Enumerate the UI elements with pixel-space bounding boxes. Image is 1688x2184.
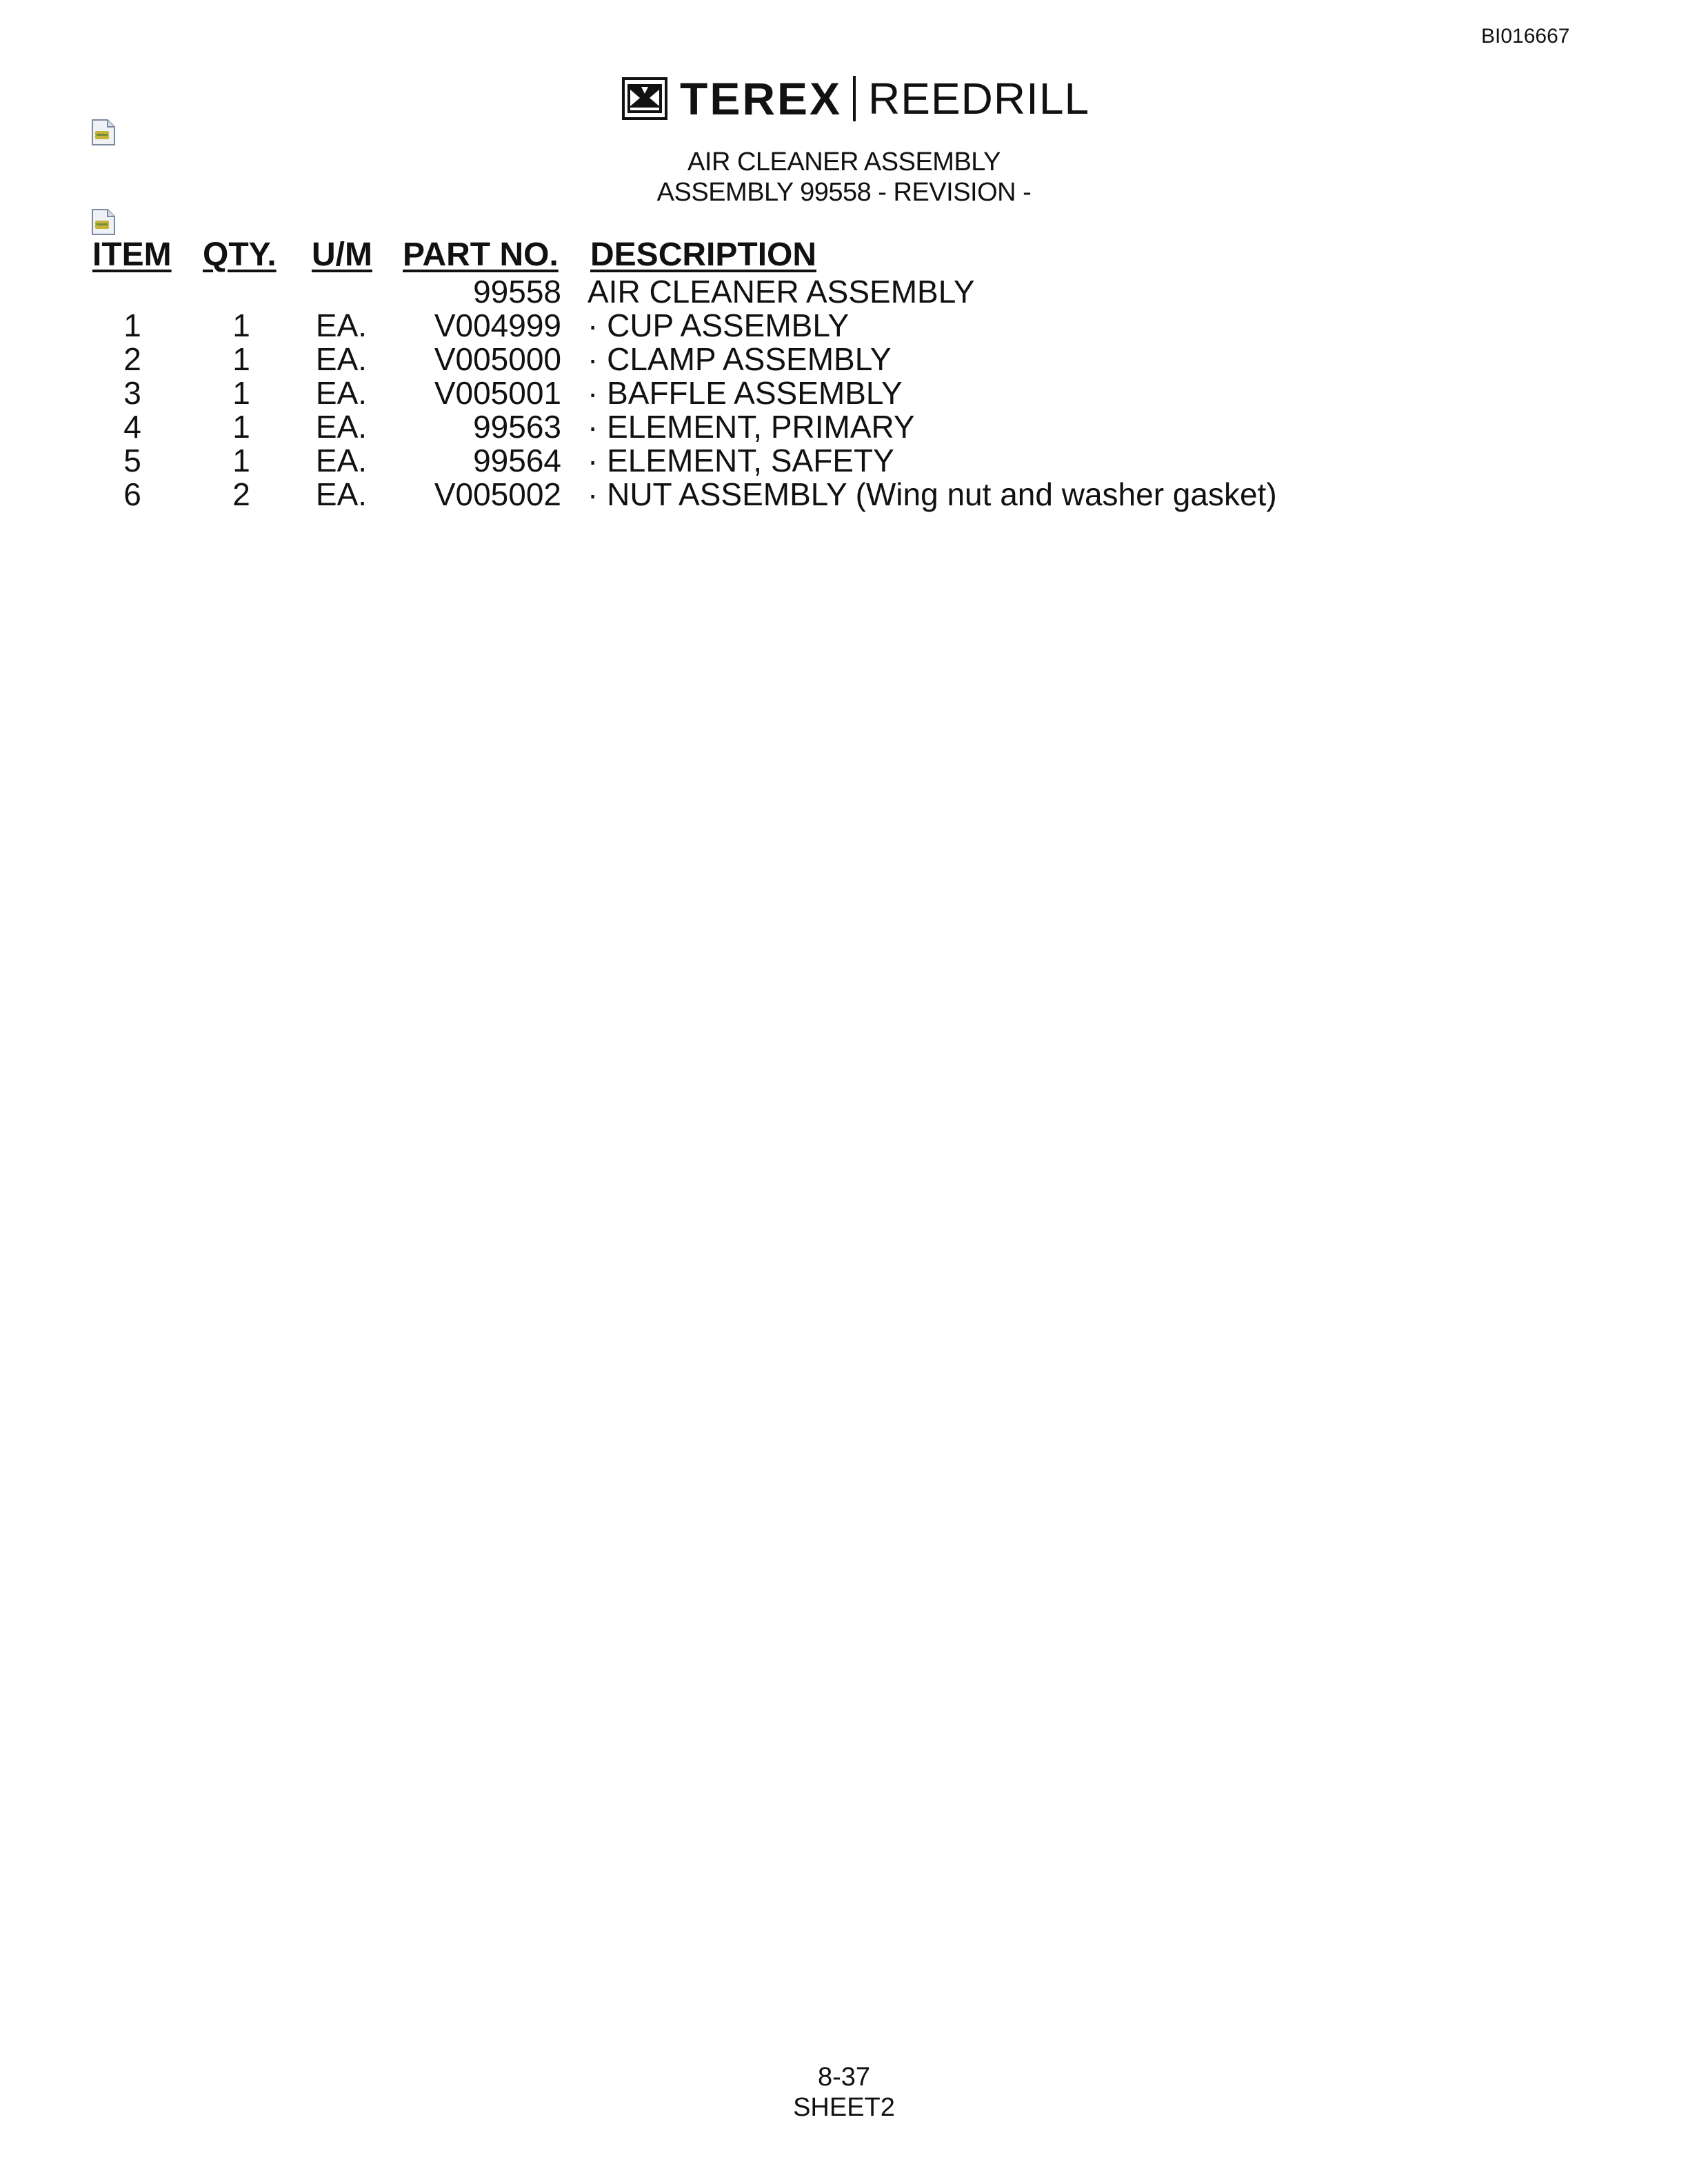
header-description: DESCRIPTION — [590, 236, 817, 273]
header-um: U/M — [312, 236, 372, 273]
page-number: 8-37 — [817, 2063, 871, 2092]
quantity: 2 — [232, 476, 250, 512]
part-number: 99563 — [473, 409, 561, 445]
unit-of-measure: EA. — [315, 476, 368, 512]
item-number: 5 — [123, 443, 141, 478]
logo-divider — [853, 76, 856, 121]
table-row — [0, 273, 1688, 310]
quantity: 1 — [232, 375, 250, 411]
assembly-revision: ASSEMBLY 99558 - REVISION - — [656, 178, 1032, 207]
item-number: 3 — [123, 375, 141, 411]
document-id: BI016667 — [1481, 25, 1570, 48]
terex-reedrill-logo — [622, 74, 1089, 123]
part-number: 99564 — [473, 443, 561, 478]
header-qty: QTY. — [203, 236, 277, 273]
unit-of-measure: EA. — [315, 443, 368, 478]
item-number: 2 — [123, 341, 141, 377]
unit-of-measure: EA. — [315, 341, 368, 377]
document-title: AIR CLEANER ASSEMBLY — [687, 148, 1001, 176]
file-attachment-icon[interactable] — [91, 208, 116, 236]
part-number: 99558 — [473, 274, 561, 310]
terex-emblem-icon — [622, 77, 667, 120]
unit-of-measure: EA. — [315, 375, 368, 411]
table-row — [0, 307, 1688, 341]
table-row — [0, 341, 1688, 375]
header-part-no: PART NO. — [403, 236, 559, 273]
quantity: 1 — [232, 341, 250, 377]
part-number: V004999 — [434, 307, 561, 343]
part-description: · ELEMENT, SAFETY — [587, 443, 894, 478]
table-row — [0, 374, 1688, 409]
logo-brand-text: TEREX — [680, 73, 843, 124]
part-number: V005001 — [434, 375, 561, 411]
unit-of-measure: EA. — [315, 409, 368, 445]
item-number: 1 — [123, 307, 141, 343]
quantity: 1 — [232, 443, 250, 478]
part-description: · ELEMENT, PRIMARY — [587, 409, 915, 445]
part-description: · CLAMP ASSEMBLY — [587, 341, 892, 377]
table-row — [0, 442, 1688, 476]
item-number: 4 — [123, 409, 141, 445]
quantity: 1 — [232, 409, 250, 445]
item-number: 6 — [123, 476, 141, 512]
part-number: V005002 — [434, 476, 561, 512]
header-item: ITEM — [92, 236, 172, 273]
part-description: · NUT ASSEMBLY (Wing nut and washer gasket) — [587, 476, 1277, 512]
quantity: 1 — [232, 307, 250, 343]
part-description: · CUP ASSEMBLY — [587, 307, 850, 343]
file-attachment-icon[interactable] — [91, 119, 116, 146]
part-number: V005000 — [434, 341, 561, 377]
table-row — [0, 408, 1688, 443]
sheet-label: SHEET2 — [793, 2093, 895, 2122]
logo-product-text: REEDRILL — [868, 74, 1090, 123]
table-row — [0, 476, 1688, 510]
part-description: · BAFFLE ASSEMBLY — [587, 375, 903, 411]
unit-of-measure: EA. — [315, 307, 368, 343]
part-description: AIR CLEANER ASSEMBLY — [587, 274, 975, 310]
